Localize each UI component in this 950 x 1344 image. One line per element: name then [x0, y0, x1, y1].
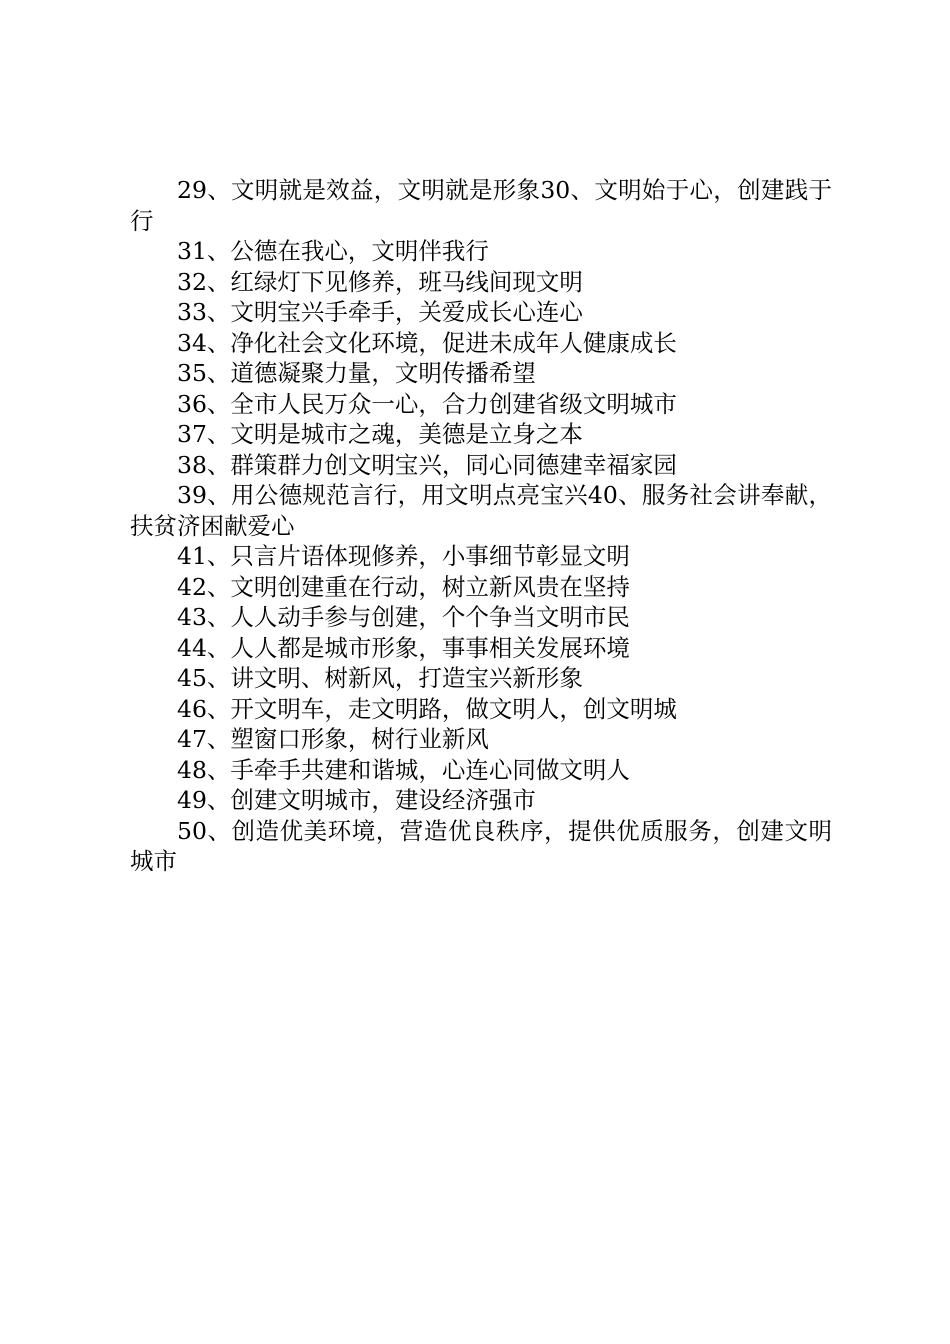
slogan-paragraph: 45、讲文明、树新风，打造宝兴新形象: [177, 664, 583, 692]
slogan-paragraph: 39、用公德规范言行，用文明点亮宝兴40、服务社会讲奉献，扶贫济困献爱心: [130, 481, 832, 540]
slogan-paragraph: 35、道德凝聚力量，文明传播希望: [177, 359, 536, 387]
slogan-paragraph: 29、文明就是效益，文明就是形象30、文明始于心，创建践于行: [130, 176, 832, 235]
slogan-paragraph: 41、只言片语体现修养，小事细节彰显文明: [177, 542, 630, 570]
slogan-paragraph: 48、手牵手共建和谐城，心连心同做文明人: [177, 755, 630, 784]
slogan-paragraph: 43、人人动手参与创建，个个争当文明市民: [177, 603, 630, 631]
slogan-paragraph: 46、开文明车，走文明路，做文明人，创文明城: [177, 694, 677, 723]
slogan-paragraph: 37、文明是城市之魂，美德是立身之本: [177, 420, 583, 448]
document-page: [130, 175, 832, 877]
slogan-paragraph: 44、人人都是城市形象，事事相关发展环境: [177, 633, 630, 662]
slogan-paragraph: 49、创建文明城市，建设经济强市: [177, 786, 536, 814]
slogan-paragraph: 42、文明创建重在行动，树立新风贵在坚持: [177, 572, 630, 601]
slogan-paragraph: 50、创造优美环境，营造优良秩序，提供优质服务，创建文明城市: [130, 816, 832, 875]
slogan-paragraph: 47、塑窗口形象，树行业新风: [177, 725, 489, 753]
slogan-paragraph: 38、群策群力创文明宝兴，同心同德建幸福家园: [177, 450, 677, 479]
slogan-paragraph: 36、全市人民万众一心，合力创建省级文明城市: [177, 389, 677, 418]
slogan-paragraph: 32、红绿灯下见修养，班马线间现文明: [177, 267, 583, 296]
slogan-paragraph: 33、文明宝兴手牵手，关爱成长心连心: [177, 298, 583, 326]
slogan-paragraph: 31、公德在我心，文明伴我行: [177, 237, 489, 265]
slogan-paragraph: 34、净化社会文化环境，促进未成年人健康成长: [177, 328, 677, 357]
